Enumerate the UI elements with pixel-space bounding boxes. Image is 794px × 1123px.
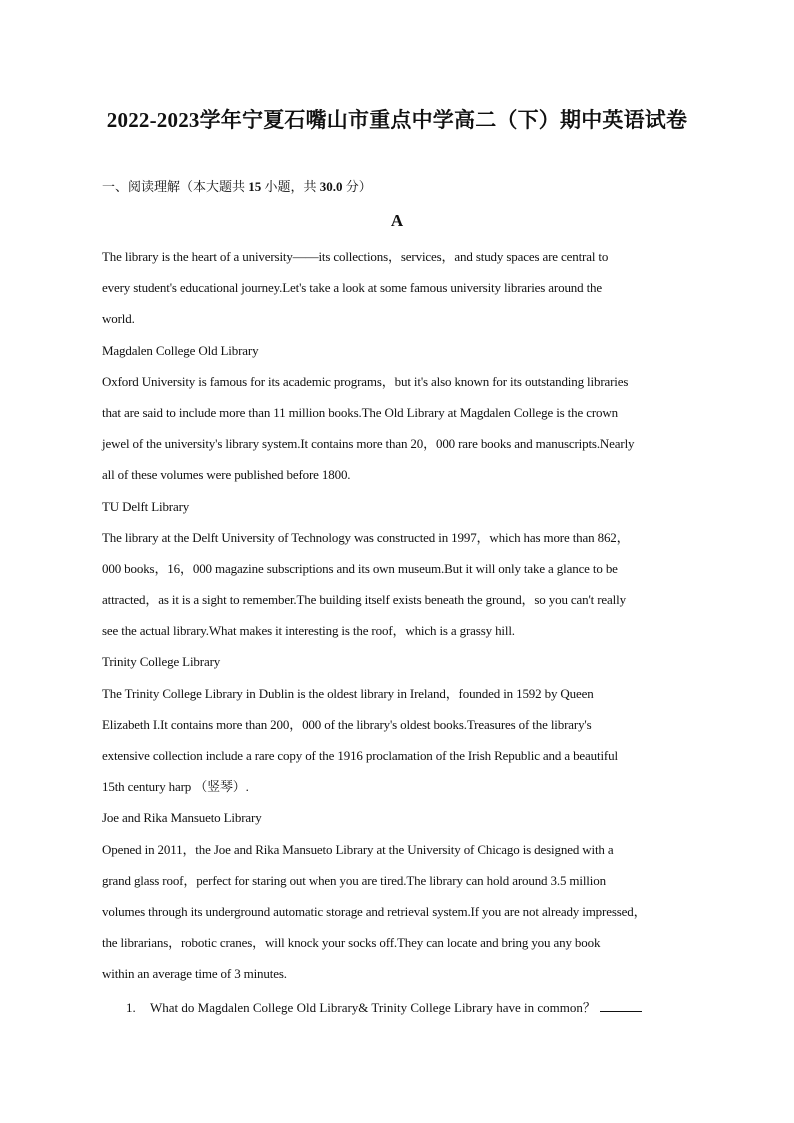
answer-blank[interactable] — [600, 997, 642, 1012]
passage-letter: A — [390, 211, 404, 230]
passage-line: extensive collection include a rare copy of the 1916 proclamation of the Irish Republic and a beautiful — [102, 748, 618, 763]
section-score: 30.0 — [319, 179, 343, 194]
passage-line: The library is the heart of a university——its collections，services，and study spaces are central to — [102, 249, 609, 264]
passage-line: attracted，as it is a sight to remember.The building itself exists beneath the ground，so you can't really — [102, 592, 626, 608]
question-number: 1. — [126, 1000, 136, 1015]
passage-line: Oxford University is famous for its academic programs，but it's also known for its outstanding libraries — [102, 373, 629, 389]
passage-line: 000 books，16，000 magazine subscriptions and its own museum.But it will only take a glance to be — [102, 560, 618, 576]
library-heading-tu-delft: TU Delft Library — [102, 498, 190, 514]
passage-line: The library at the Delft University of Technology was constructed in 1997，which has more than 862， — [102, 529, 630, 545]
passage-line: see the actual library.What makes it interesting is the roof，which is a grassy hill. — [102, 623, 515, 639]
question-text: What do Magdalen College Old Library& Trinity College Library have in common？ — [150, 1000, 596, 1015]
passage-line: within an average time of 3 minutes. — [102, 966, 287, 982]
question-1 — [126, 997, 642, 1018]
passage-line: volumes through its underground automatic storage and retrieval system.If you are not already impressed， — [102, 903, 647, 919]
passage-line: 15th century harp （竖琴）. — [102, 779, 249, 795]
passage-line: every student's educational journey.Let's take a look at some famous university libraries around the — [102, 280, 603, 296]
library-heading-trinity: Trinity College Library — [102, 654, 221, 670]
section-question-count: 15 — [248, 179, 262, 194]
passage-line: jewel of the university's library system.It contains more than 20，000 rare books and manuscripts.Nearly — [102, 436, 635, 452]
section-suffix: 分） — [342, 179, 372, 194]
passage-line: all of these volumes were published before 1800. — [102, 467, 351, 483]
passage-line: Opened in 2011，the Joe and Rika Mansueto Library at the University of Chicago is designed with a — [102, 841, 614, 857]
library-heading-mansueto: Joe and Rika Mansueto Library — [102, 810, 262, 826]
section-middle: 小题，共 — [261, 179, 320, 194]
passage-line: Elizabeth I.It contains more than 200，000 of the library's oldest books.Treasures of the library's — [102, 716, 592, 732]
passage-line: the librarians，robotic cranes，will knock your socks off.They can locate and bring you any book — [102, 935, 601, 951]
passage-line: The Trinity College Library in Dublin is the oldest library in Ireland，founded in 1592 by Queen — [102, 685, 594, 701]
passage-line: world. — [102, 311, 135, 327]
exam-title: 2022-2023学年宁夏石嘴山市重点中学高二（下）期中英语试卷 — [106, 108, 688, 132]
section-prefix: 一、阅读理解（本大题共 — [102, 179, 249, 194]
passage-line: grand glass roof，perfect for staring out when you are tired.The library can hold around 3.5 million — [102, 872, 606, 888]
section-heading — [102, 176, 372, 195]
library-heading-magdalen: Magdalen College Old Library — [102, 342, 259, 358]
passage-line: that are said to include more than 11 million books.The Old Library at Magdalen College is the crown — [102, 404, 618, 420]
reading-passage — [102, 247, 702, 996]
